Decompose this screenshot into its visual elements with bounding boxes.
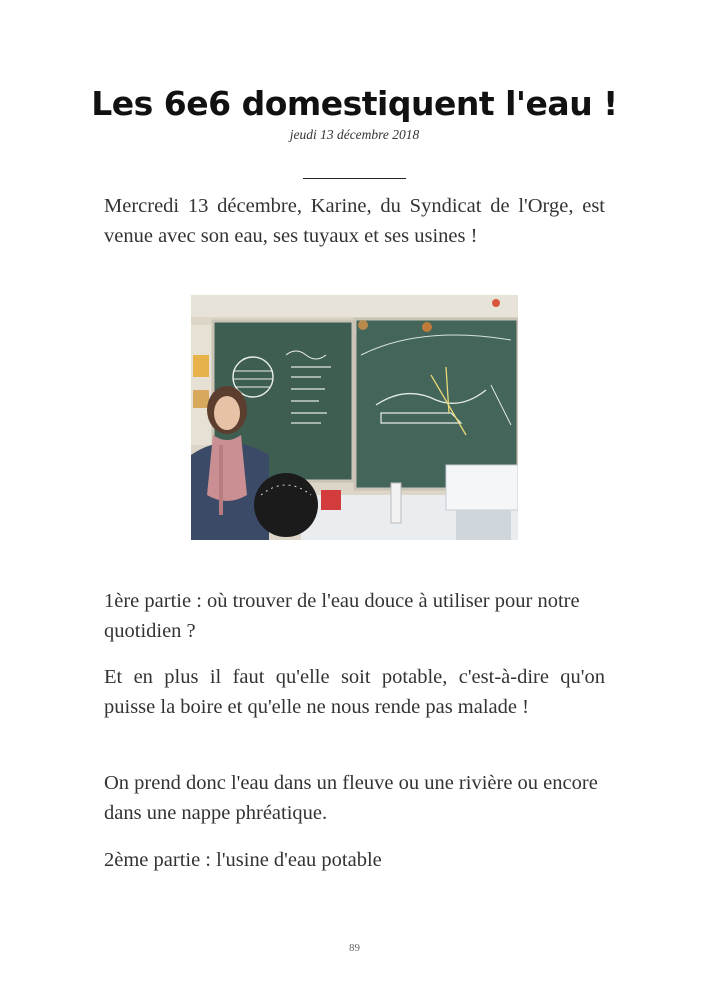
- article-date: jeudi 13 décembre 2018: [289, 127, 420, 142]
- body-paragraph-2: Et en plus il faut qu'elle soit potable, c'est-à-dire qu'on puisse la boire et qu'elle ne nous rende pas malade !: [104, 666, 605, 718]
- article-title: Les 6e6 domestiquent l'eau !: [91, 84, 618, 123]
- body-paragraph-1: 1ère partie : où trouver de l'eau douce à utiliser pour notre quotidien ?: [104, 590, 580, 642]
- separator-rule: [303, 178, 406, 179]
- body-paragraph-3: On prend donc l'eau dans un fleuve ou une rivière ou encore dans une nappe phréatique.: [104, 772, 598, 824]
- body-paragraph-4: 2ème partie : l'usine d'eau potable: [104, 849, 382, 871]
- intro-paragraph: Mercredi 13 décembre, Karine, du Syndicat de l'Orge, est venue avec son eau, ses tuyaux et ses usines !: [104, 195, 605, 247]
- classroom-photo: [191, 295, 518, 540]
- page-number: 89: [349, 942, 360, 954]
